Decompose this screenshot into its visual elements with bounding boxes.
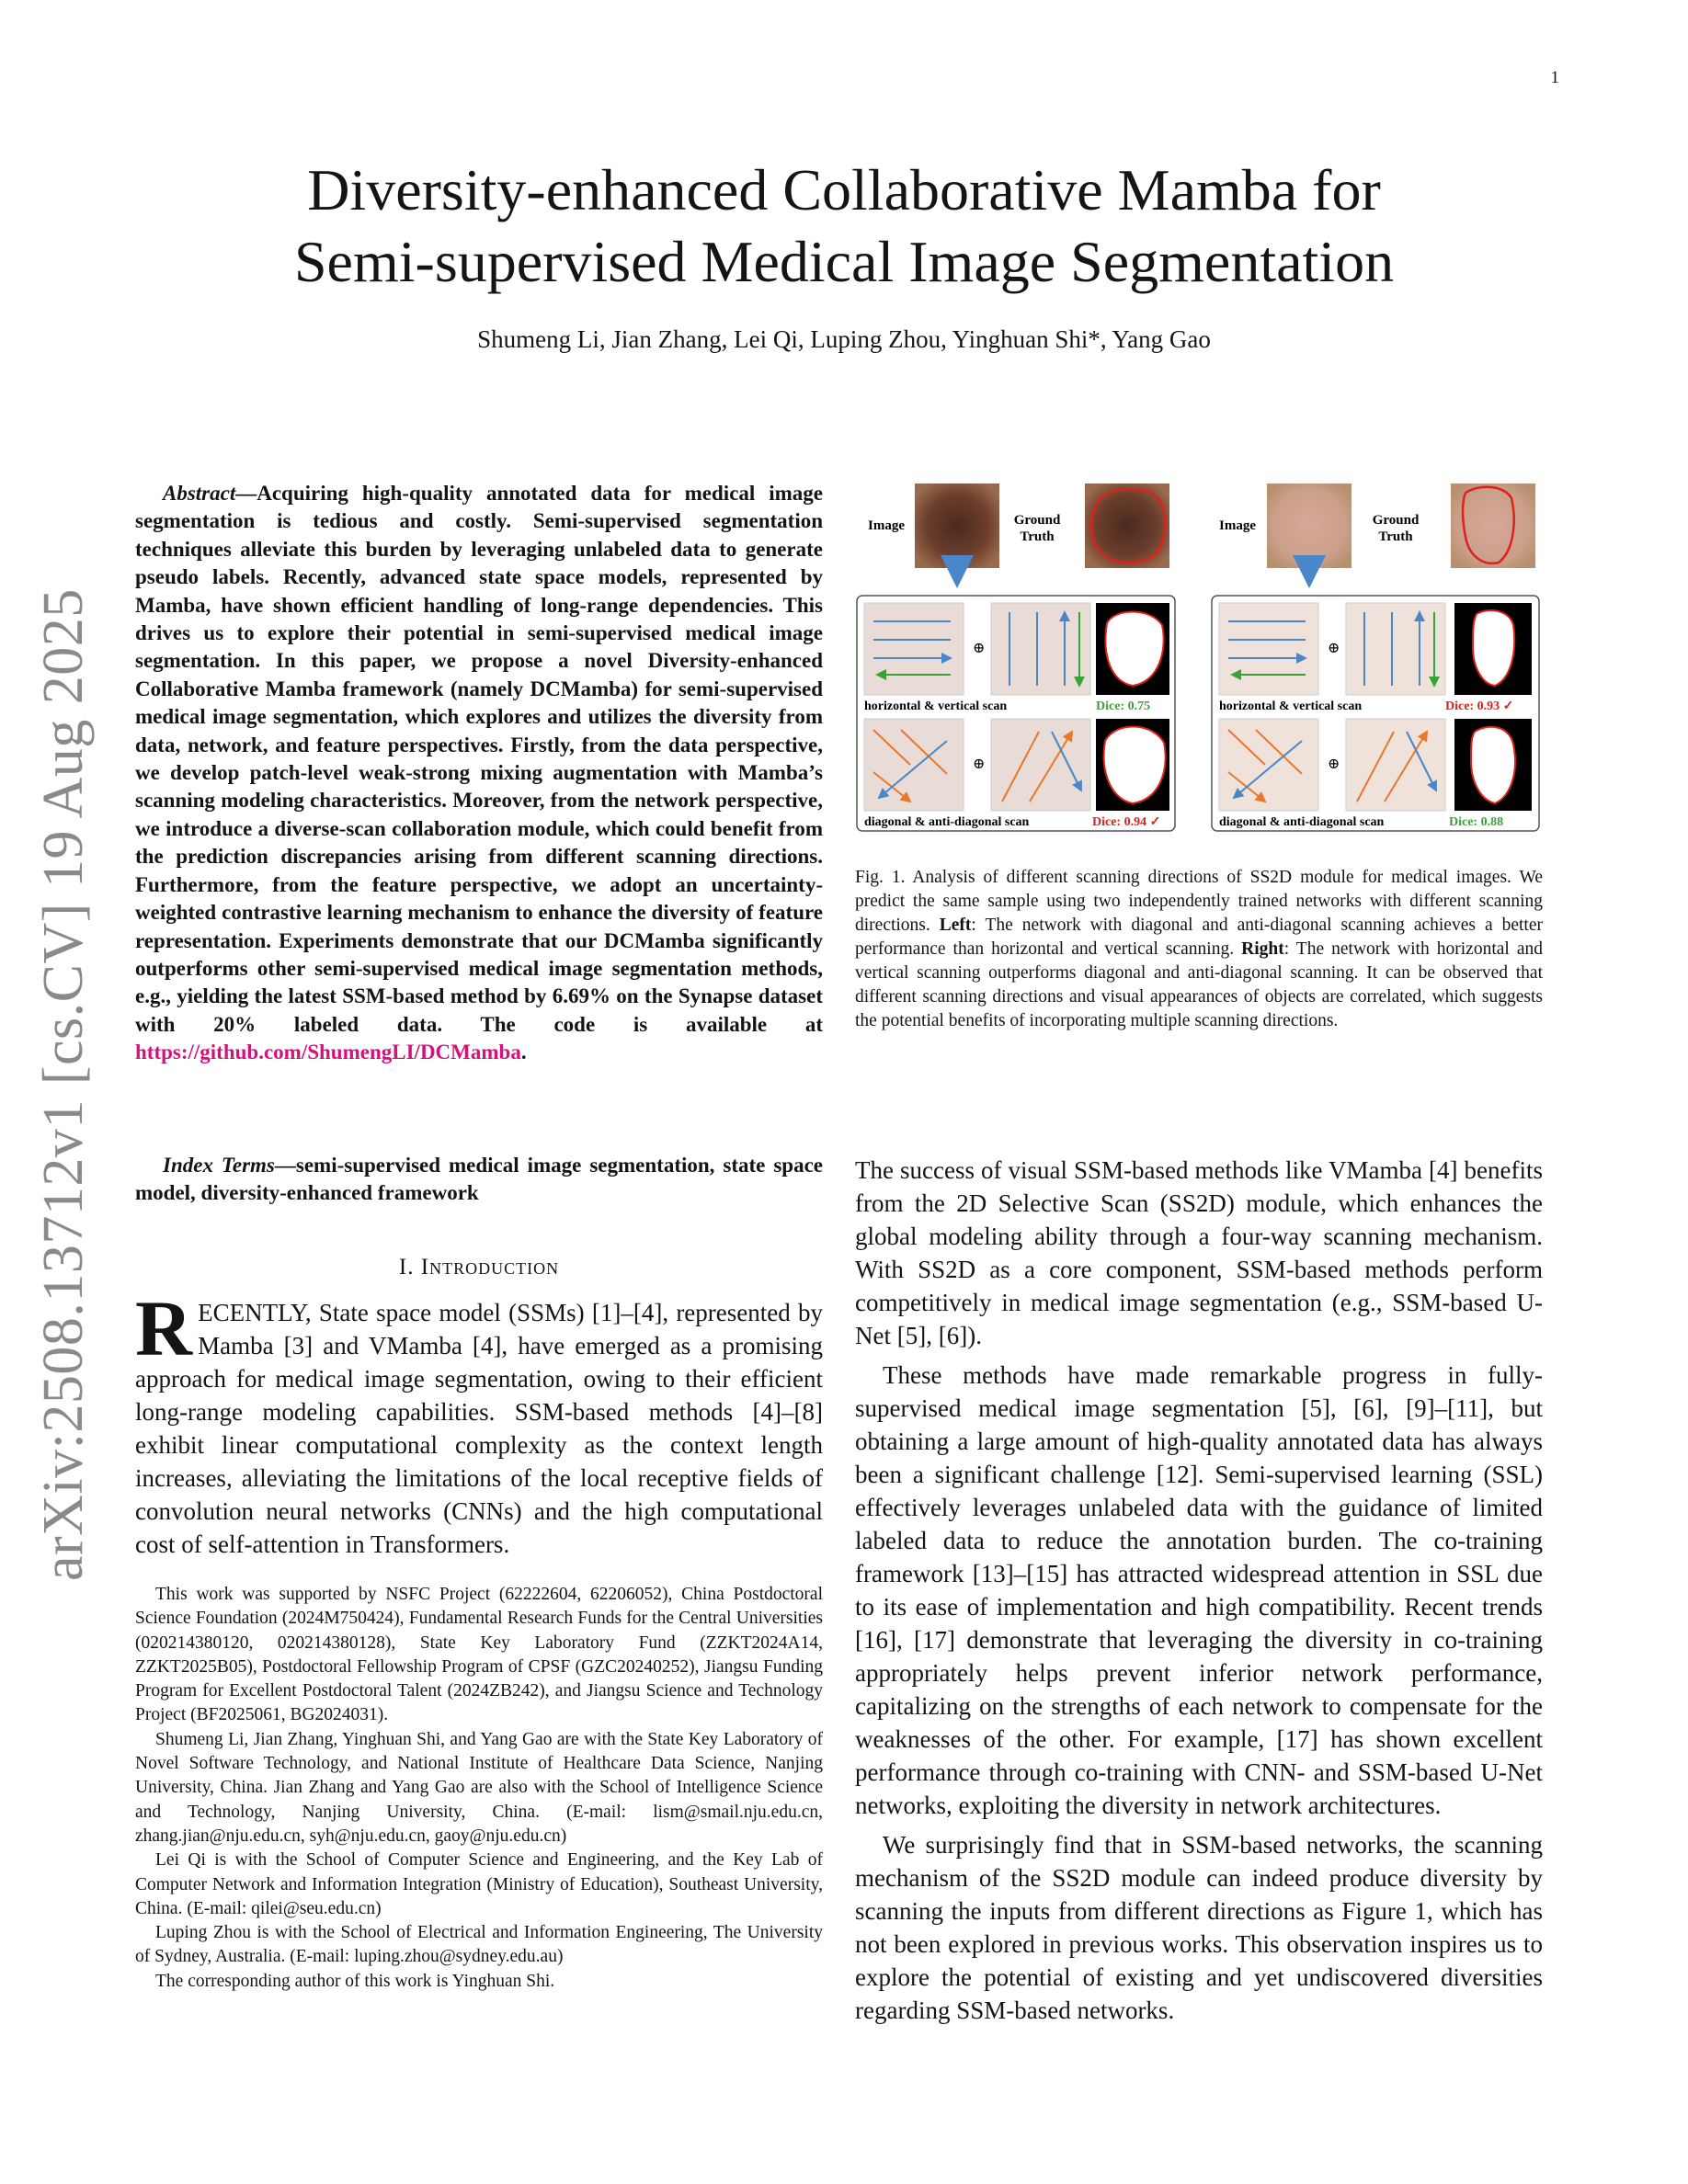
arxiv-side-stamp: arXiv:2508.13712v1 [cs.CV] 19 Aug 2025 <box>32 588 95 1581</box>
svg-text:⊕: ⊕ <box>1328 641 1340 656</box>
figure-1 <box>855 478 1554 846</box>
dropcap-letter: R <box>135 1284 193 1372</box>
intro-body: State space model (SSMs) [1]–[4], represented by Mamba [3] and VMamba [4], have emerged as a promising approach for medical image segmentation, owing to their efficient long-range modeling capabilities. SSM-based methods [4]–[8] exhibit linear computational complexity as the context length increases, alleviating the limitations of the local receptive fields of convolution neural networks (CNNs) and the high computational cost of self-attention in Transformers. <box>135 1299 823 1558</box>
caption-left-bold: Left <box>939 916 972 935</box>
left-hv-dice: Dice: 0.75 <box>1096 700 1151 713</box>
abstract-end: . <box>520 1041 527 1064</box>
svg-text:⊕: ⊕ <box>973 641 986 656</box>
right-hv-dice: Dice: 0.93 ✓ <box>1445 700 1514 713</box>
left-diag-label: diagonal & anti-diagonal scan <box>864 815 1030 829</box>
caption-lead: Fig. 1. Analysis of different scanning directions of SS2D module for medical images. We predict the same sample using two independently trained networks with different scanning directions. <box>855 868 1543 935</box>
footnotes <box>135 1583 823 1994</box>
figure-caption <box>855 866 1543 1033</box>
footnote-funding: This work was supported by NSFC Project (62222604, 62206052), China Postdoctoral Science Foundation (2024M750424), Fundamental Research Funds for the Central Universities (020214380120, 020214380128), State Key Laboratory Fund (ZZKT2024A14, ZZKT2025B05), Postdoctoral Fellowship Program of CPSF (GZC20240252), Jiangsu Funding Program for Excellent Postdoctoral Talent (2024ZB242), and Jiangsu Science and Technology Project (BF2025061, BG2024031). <box>135 1585 823 1725</box>
index-terms-body: —semi-supervised medical image segmentation, state space model, diversity-enhanced framework <box>135 1154 824 1204</box>
svg-text:⊕: ⊕ <box>973 756 986 772</box>
footnote-affiliation-sydney: Luping Zhou is with the School of Electrical and Information Engineering, The University of Sydney, Australia. (E-mail: luping.zhou@sydney.edu.au) <box>135 1923 823 1967</box>
figure-left-panel <box>857 483 1175 831</box>
image-label-right: Image <box>1219 518 1256 533</box>
code-link[interactable]: https://github.com/ShumengLI/DCMamba <box>135 1041 521 1064</box>
right-column-text <box>855 1154 1543 2027</box>
abstract-label: Abstract <box>163 482 236 505</box>
footnote-corresponding-author: The corresponding author of this work is Yinghuan Shi. <box>155 1971 555 1991</box>
title-line-1: Diversity-enhanced Collaborative Mamba for <box>307 157 1381 222</box>
caption-left-text: : The network with diagonal and anti-diagonal scanning achieves a better performance than horizontal and vertical scanning. <box>855 916 1543 959</box>
page-number: 1 <box>1550 68 1559 87</box>
abstract <box>135 480 823 1067</box>
paragraph-ss2d: The success of visual SSM-based methods like VMamba [4] benefits from the 2D Selective Scan (SS2D) module, which enhances the global modeling ability through a four-way scanning mechanism. With SS2D as a core component, SSM-based methods perform competitively in medical image segmentation (e.g., SSM-based U-Net [5], [6]). <box>855 1156 1543 1349</box>
index-terms-label: Index Terms <box>163 1154 275 1177</box>
caption-right-bold: Right <box>1241 939 1284 959</box>
abstract-body: —Acquiring high-quality annotated data for medical image segmentation is tedious and costly. Semi-supervised segmentation techniques alleviate this burden by leveraging unlabeled data to generate pseudo labels. Recently, advanced state space models, represented by Mamba, have shown efficient handling of long-range dependencies. This drives us to explore their potential in semi-supervised medical image segmentation. In this paper, we propose a novel Diversity-enhanced Collaborative Mamba framework (namely DCMamba) for semi-supervised medical image segmentation, which explores and utilizes the diversity from data, network, and feature perspectives. Firstly, from the data perspective, we develop patch-level weak-strong mixing augmentation with Mamba’s scanning modeling characteristics. Moreover, from the network perspective, we introduce a diverse-scan collaboration module, which could benefit from the prediction discrepancies arising from different scanning directions. Furthermore, from the feature perspective, we adopt an uncertainty-weighted contrastive learning mechanism to enhance the diversity of feature representation. Experiments demonstrate that our DCMamba significantly outperforms other semi-supervised medical image segmentation methods, e.g., yielding the latest SSM-based method by 6.69% on the Synapse dataset with 20% labeled data. The code is available at <box>135 482 823 1036</box>
intro-first-word: ECENTLY, <box>198 1299 312 1326</box>
ground-truth-label-right-2: Truth <box>1378 529 1413 544</box>
right-diag-dice: Dice: 0.88 <box>1449 815 1504 829</box>
paper-title <box>138 154 1550 298</box>
lesion-image-right <box>1267 483 1352 568</box>
paragraph-diversity: We surprisingly find that in SSM-based networks, the scanning mechanism of the SS2D module can indeed produce diversity by scanning the inputs from different directions as Figure 1, which has not been explored in previous works. This observation inspires us to explore the potential of existing and yet undiscovered diversities regarding SSM-based networks. <box>855 1831 1543 2024</box>
title-line-2: Semi-supervised Medical Image Segmentation <box>293 229 1395 294</box>
left-hv-label: horizontal & vertical scan <box>864 700 1008 713</box>
ground-truth-label-right-1: Ground <box>1372 513 1420 528</box>
right-hv-label: horizontal & vertical scan <box>1219 700 1363 713</box>
figure-right-panel <box>1212 483 1539 831</box>
ground-truth-label-left-2: Truth <box>1020 529 1055 544</box>
ground-truth-label-left-1: Ground <box>1013 513 1061 528</box>
svg-text:⊕: ⊕ <box>1328 756 1340 772</box>
lesion-image-left <box>915 483 999 568</box>
paragraph-co-training: These methods have made remarkable progress in fully-supervised medical image segmentation [5], [6], [9]–[11], but obtaining a large amount of high-quality annotated data has always been a significant challenge [12]. Semi-supervised learning (SSL) effectively leverages unlabeled data with the guidance of limited labeled data to reduce the annotation burden. The co-training framework [13]–[15] has attracted widespread attention in SSL due to its ease of implementation and high compatibility. Recent trends [16], [17] demonstrate that leveraging the diversity in co-training appropriately helps prevent inferior network performance, capitalizing on the strengths of each network to compensate for the weaknesses of the other. For example, [17] has shown excellent performance through co-training with CNN- and SSM-based U-Net networks, exploiting the diversity in network architectures. <box>855 1361 1543 1819</box>
right-diag-label: diagonal & anti-diagonal scan <box>1219 815 1385 829</box>
caption-right-text: : The network with horizontal and vertical scanning outperforms diagonal and anti-diagonal scanning. It can be observed that different scanning directions and visual appearances of objects are correlated, which suggests the potential benefits of incorporating multiple scanning directions. <box>855 939 1543 1030</box>
footnote-affiliation-nju: Shumeng Li, Jian Zhang, Yinghuan Shi, and Yang Gao are with the State Key Laboratory of Novel Software Technology, and National Institute of Healthcare Data Science, Nanjing University, China. Jian Zhang and Yang Gao are also with the School of Intelligence Science and Technology, Nanjing University, China. (E-mail: lism@smail.nju.edu.cn, zhang.jian@nju.edu.cn, syh@nju.edu.cn, gaoy@nju.edu.cn) <box>135 1729 823 1846</box>
image-label-left: Image <box>868 518 905 533</box>
footnote-affiliation-seu: Lei Qi is with the School of Computer Science and Engineering, and the Key Lab of Computer Network and Information Integration (Ministry of Education), Southeast University, China. (E-mail: qilei@seu.edu.cn) <box>135 1850 823 1918</box>
author-list: Shumeng Li, Jian Zhang, Lei Qi, Luping Zhou, Yinghuan Shi*, Yang Gao <box>477 325 1211 353</box>
index-terms <box>135 1152 823 1207</box>
left-diag-dice: Dice: 0.94 ✓ <box>1092 815 1161 829</box>
introduction-paragraph <box>135 1284 823 1561</box>
section-heading-introduction: I. Introduction <box>398 1255 560 1280</box>
